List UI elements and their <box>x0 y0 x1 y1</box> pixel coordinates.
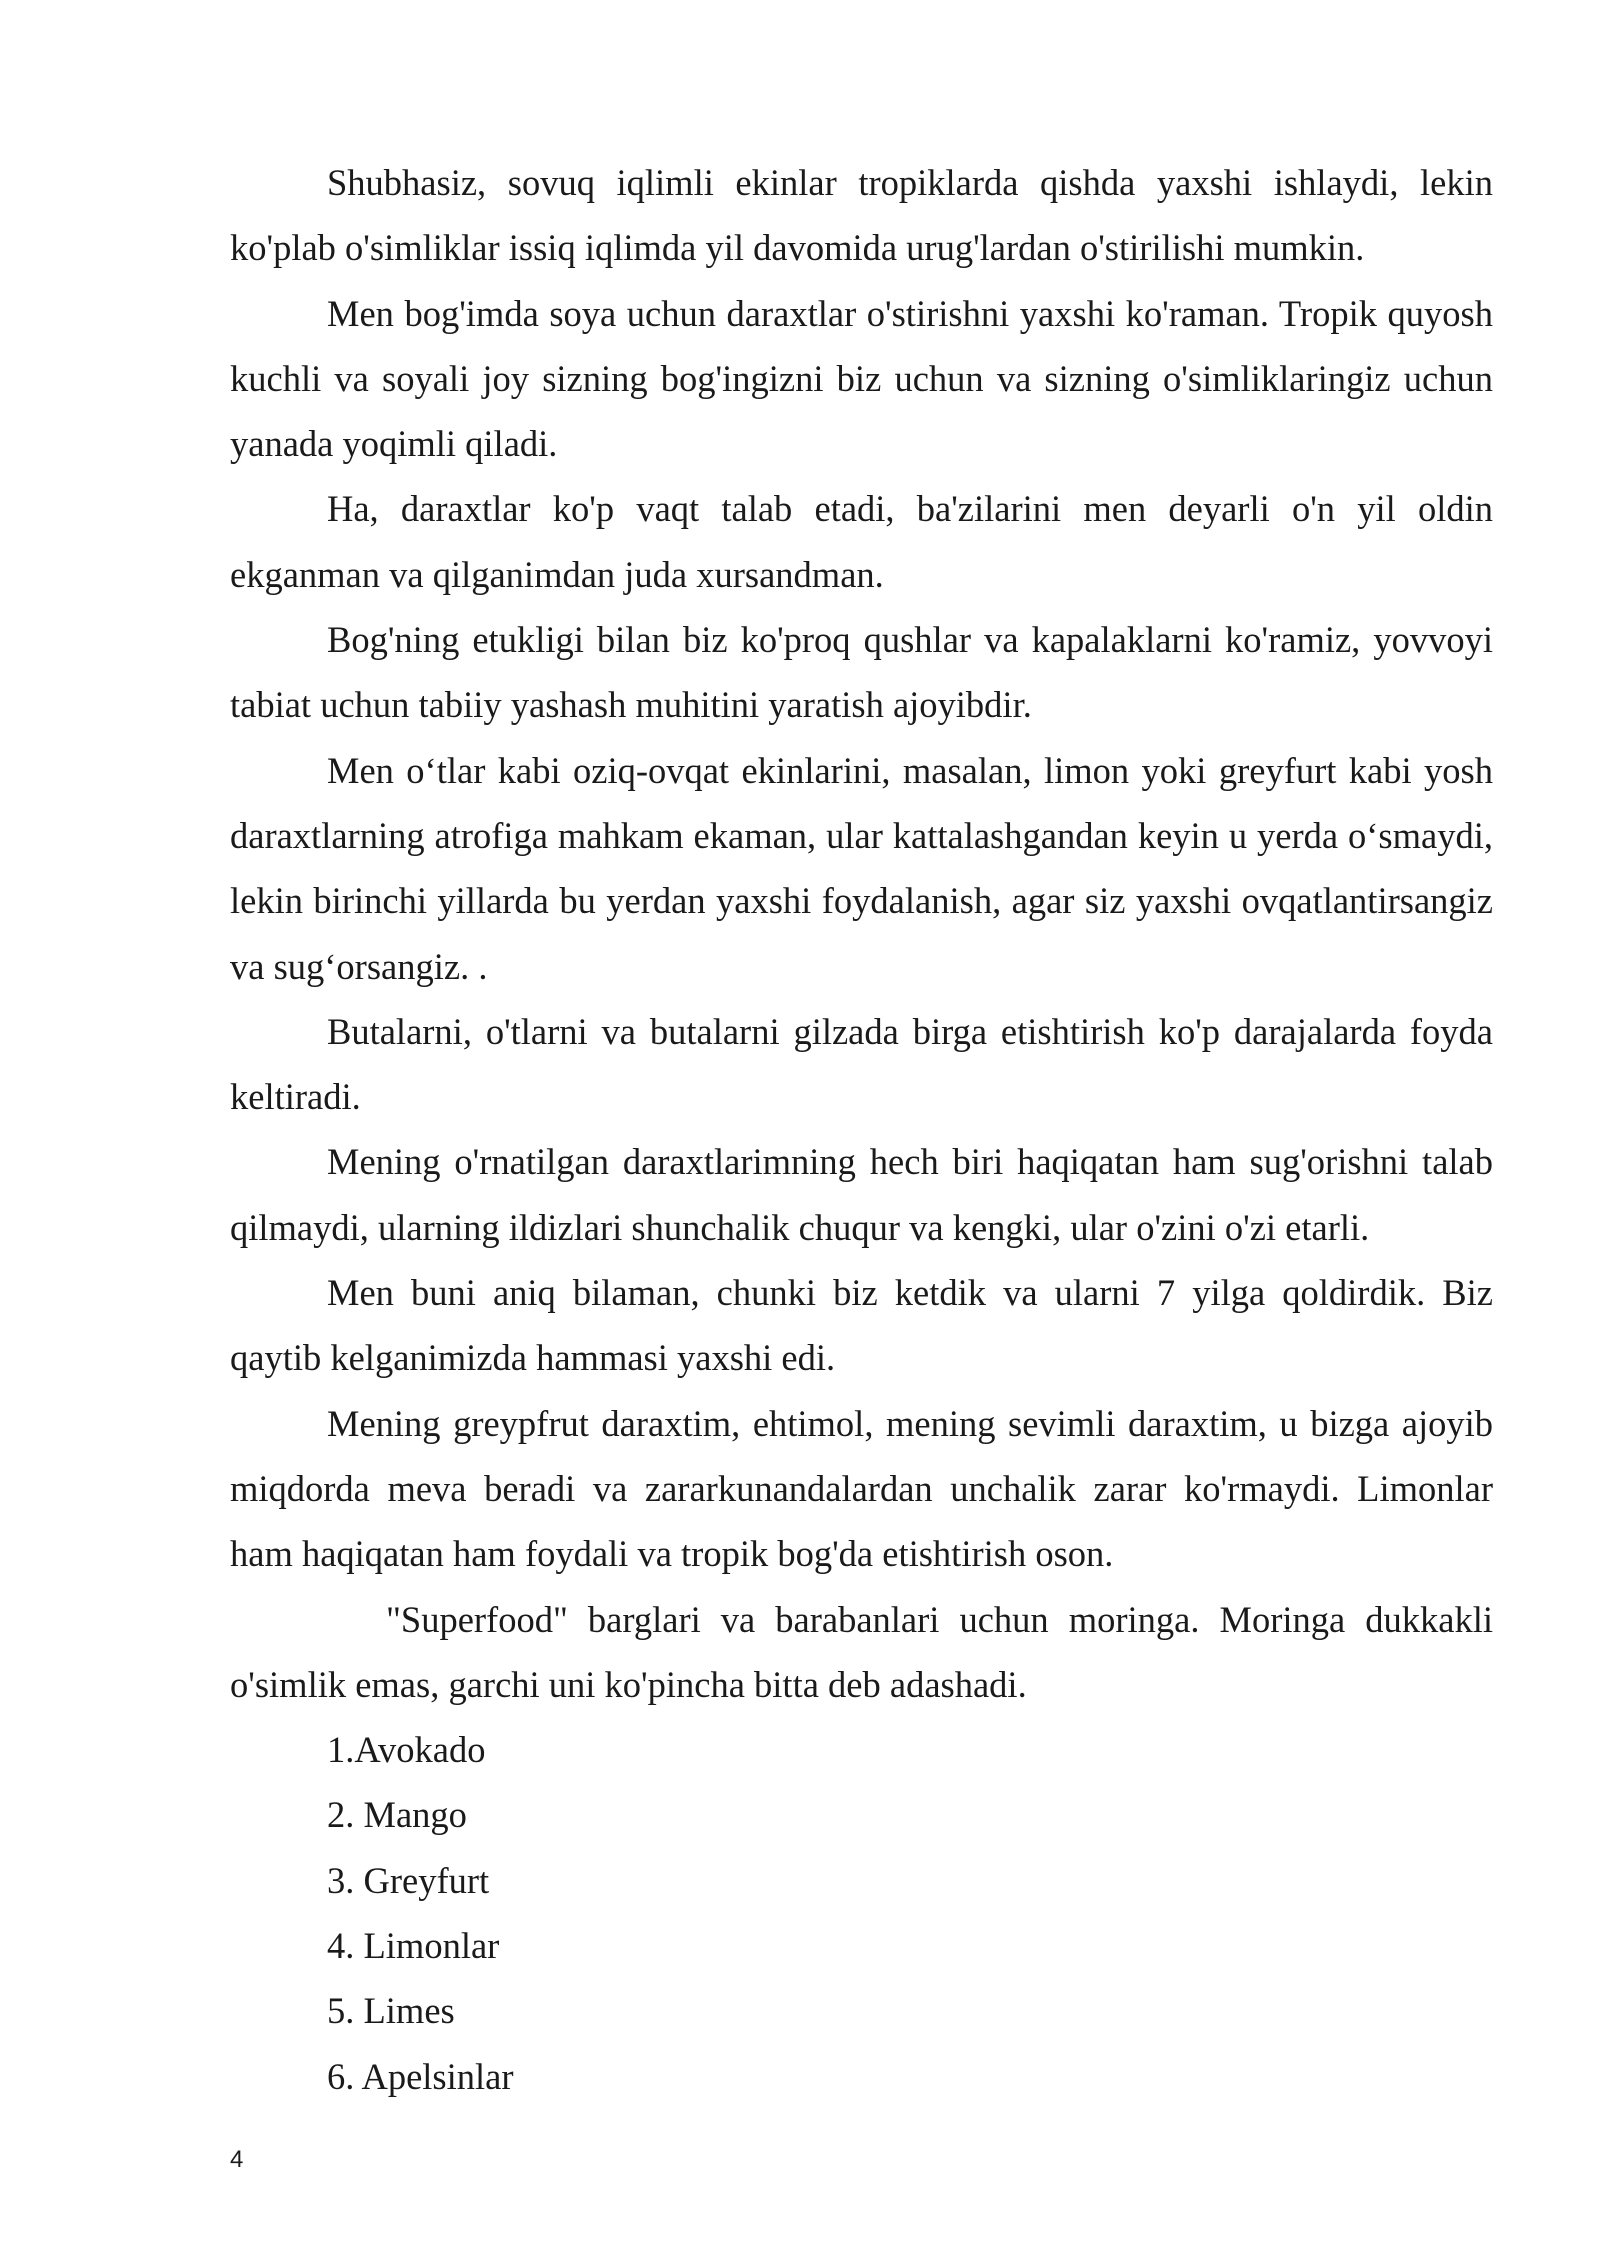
paragraph: Men o‘tlar kabi oziq-ovqat ekinlarini, masalan, limon yoki greyfurt kabi yosh daraxtlarning atrofiga mahkam ekaman, ular kattalashgandan keyin u yerda o‘smaydi, lekin birinchi yillarda bu yerdan yaxshi foydalanish, agar siz yaxshi ovqatlantirsangiz va sug‘orsangiz. . <box>230 749 1493 987</box>
paragraph: Ha, daraxtlar ko'p vaqt talab etadi, ba'zilarini men deyarli o'n yil oldin ekganman va qilganimdan juda xursandman. <box>230 488 1493 595</box>
paragraph: Men bog'imda soya uchun daraxtlar o'stirishni yaxshi ko'raman. Tropik quyosh kuchli va soyali joy sizning bog'ingizni biz uchun va sizning o'simliklaringiz uchun yanada yoqimli qiladi. <box>230 292 1493 465</box>
page-number: 4 <box>230 2146 244 2173</box>
paragraph: "Superfood" barglari va barabanlari uchun moringa. Moringa dukkakli o'simlik emas, garchi uni ko'pincha bitta deb adashadi. <box>230 1598 1493 1705</box>
paragraph: Butalarni, o'tlarni va butalarni gilzada birga etishtirish ko'p darajalarda foyda keltiradi. <box>230 1010 1493 1118</box>
paragraph: Mening o'rnatilgan daraxtlarimning hech biri haqiqatan ham sug'orishni talab qilmaydi, ularning ildizlari shunchalik chuqur va kengki, ular o'zini o'zi etarli. <box>230 1141 1493 1248</box>
paragraph: Shubhasiz, sovuq iqlimli ekinlar tropiklarda qishda yaxshi ishlaydi, lekin ko'plab o'simliklar issiq iqlimda yil davomida urug'lardan o'stirilishi mumkin. <box>230 162 1493 269</box>
list-item: 5. Limes <box>327 1990 455 2032</box>
list-item: 4. Limonlar <box>327 1925 500 1967</box>
paragraph: Men buni aniq bilaman, chunki biz ketdik va ularni 7 yilga qoldirdik. Biz qaytib kelganimizda hammasi yaxshi edi. <box>230 1272 1493 1379</box>
page-body <box>230 150 1493 2109</box>
fruit-list <box>230 1717 1493 2109</box>
list-item: 1.Avokado <box>327 1729 486 1771</box>
list-item: 2. Mango <box>327 1794 467 1836</box>
paragraph: Bog'ning etukligi bilan biz ko'proq qushlar va kapalaklarni ko'ramiz, yovvoyi tabiat uchun tabiiy yashash muhitini yaratish ajoyibdir. <box>230 619 1493 726</box>
list-item: 6. Apelsinlar <box>327 2055 514 2097</box>
paragraph: Mening greypfrut daraxtim, ehtimol, mening sevimli daraxtim, u bizga ajoyib miqdorda meva beradi va zararkunandalardan unchalik zarar ko'rmaydi. Limonlar ham haqiqatan ham foydali va tropik bog'da etishtirish oson. <box>230 1402 1493 1575</box>
list-item: 3. Greyfurt <box>327 1859 490 1901</box>
